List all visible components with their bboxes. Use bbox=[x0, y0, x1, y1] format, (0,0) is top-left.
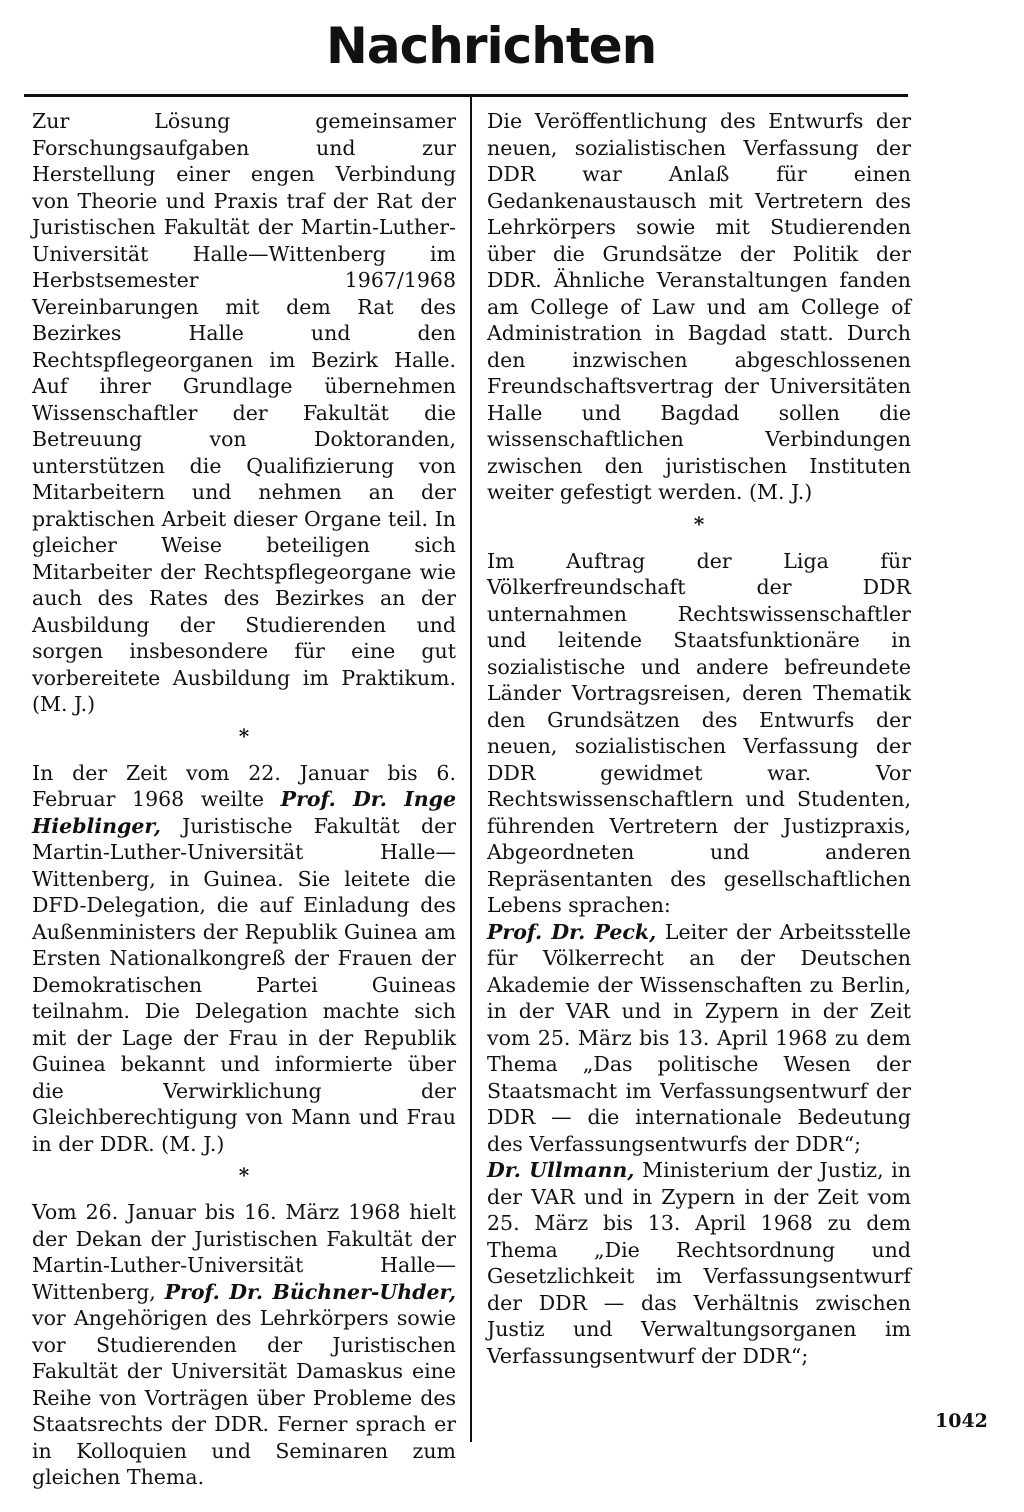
news-item-guinea bbox=[32, 760, 456, 1158]
news-item-bagdad: Die Veröffentlichung des Entwurfs der neuen, sozialistischen Verfassung der DDR war Anlaß für einen Gedankenaustausch mit Vertretern des Lehrkörpers sowie mit Studierenden über die Grundsätze der Politik der DDR. Ähnliche Veranstaltungen fanden am College of Law und am College of Administration in Bagdad statt. Durch den inzwischen abgeschlossenen Freundschaftsvertrag der Universitäten Halle und Bagdad sollen die wissenschaftlichen Verbindungen zwischen den juristischen Instituten weiter gefestigt werden. (M. J.) bbox=[487, 109, 911, 504]
separator-asterisk: * bbox=[238, 723, 250, 748]
person-name: Prof. Dr. Peck, bbox=[487, 919, 657, 944]
separator-asterisk: * bbox=[238, 1163, 250, 1187]
person-name: Prof. Dr. Inge Hieblinger, bbox=[32, 787, 457, 838]
news-text: In der Zeit vom 22. Januar bis 6. Februar 1968 weilte bbox=[32, 760, 456, 811]
news-item-ullmann bbox=[487, 1157, 911, 1369]
news-text: Ministerium der Justiz, in der VAR und in Zypern in der Zeit vom 25. März bis 13. April 1968 zu dem Thema „Die Rechtsordnung und Gesetzlichkeit im Verfassungsentwurf der DDR — das Verhältnis zwischen Justiz und Verwaltungsorganen im Verfassungsentwurf der DDR“; bbox=[487, 1158, 911, 1368]
news-item-peck bbox=[487, 919, 911, 1158]
news-text: Juristische Fakultät der Martin-Luther-Universität Halle—Wittenberg, in Guinea. Sie leitete die DFD-Delegation, die auf Einladung des Außenministers der Republik Guinea am Ersten Nationalkongreß der Frauen der Demokratischen Partei Guineas teilnahm. Die Delegation machte sich mit der Lage der Frau in der Republik Guinea bekannt und informierte über die Verwirklichung der Gleichberechtigung von Mann und Frau in der DDR. (M. J.) bbox=[32, 813, 456, 1156]
person-name: Dr. Ullmann, bbox=[487, 1158, 635, 1182]
news-item-damascus bbox=[32, 1199, 456, 1491]
news-item-research-agreement: Zur Lösung gemeinsamer Forschungsaufgaben und zur Herstellung einer engen Verbindung von Theorie und Praxis traf der Rat der Juristischen Fakultät der Martin-Luther-Universität Halle—Wittenberg im Herbstsemester 1967/1968 Vereinbarungen mit dem Rat des Bezirkes Halle und den Rechtspflegeorganen im Bezirk Halle. Auf ihrer Grundlage übernehmen Wissenschaftler der Fakultät die Betreuung von Doktoranden, unterstützen die Qualifizierung von Mitarbeitern und nehmen an der praktischen Arbeit dieser Organe teil. In gleicher Weise beteiligen sich Mitarbeiter der Rechtspflegeorgane wie auch des Rates des Bezirkes an der Ausbildung der Studierenden und sorgen insbesondere für eine gut vorbereitete Ausbildung im Praktikum. (M. J.) bbox=[32, 109, 456, 716]
news-item-lecture-tours: Im Auftrag der Liga für Völkerfreundschaft der DDR unternahmen Rechtswissenschaftler und leitende Staatsfunktionäre in sozialistische und andere befreundete Länder Vortragsreisen, deren Thematik den Grundsätzen des Entwurfs der neuen, sozialistischen Verfassung der DDR gewidmet war. Vor Rechtswissenschaftlern und Studenten, führenden Vertretern der Justizpraxis, Abgeordneten und anderen Repräsentanten des gesellschaftlichen Lebens sprachen: bbox=[487, 548, 911, 917]
column-divider bbox=[470, 97, 472, 1442]
page-title: Nachrichten bbox=[326, 17, 657, 75]
news-text: Leiter der Arbeitsstelle für Völkerrecht an der Deutschen Akademie der Wissenschaften zu Berlin, in der VAR und in Zypern in der Zeit vom 25. März bis 13. April 1968 zu dem Thema „Das politische Wesen der Staatsmacht im Verfassungsentwurf der DDR — die internationale Bedeutung des Verfassungsentwurfs der DDR“; bbox=[487, 919, 911, 1156]
right-column bbox=[487, 108, 911, 1369]
person-name: Prof. Dr. Büchner-Uhder, bbox=[164, 1279, 456, 1304]
header-rule bbox=[24, 94, 908, 97]
separator-asterisk: * bbox=[693, 511, 705, 536]
news-text: Vom 26. Januar bis 16. März 1968 hielt der Dekan der Juristischen Fakultät der Martin-Luther-Universität Halle—Wittenberg, bbox=[32, 1200, 456, 1304]
page-number: 1042 bbox=[935, 1410, 988, 1432]
news-text: vor Angehörigen des Lehrkörpers sowie vor Studierenden der Juristischen Fakultät der Universität Damaskus eine Reihe von Vorträgen über Probleme des Staatsrechts der DDR. Ferner sprach er in Kolloquien und Seminaren zum gleichen Thema. bbox=[32, 1306, 456, 1489]
left-column bbox=[32, 108, 456, 1491]
